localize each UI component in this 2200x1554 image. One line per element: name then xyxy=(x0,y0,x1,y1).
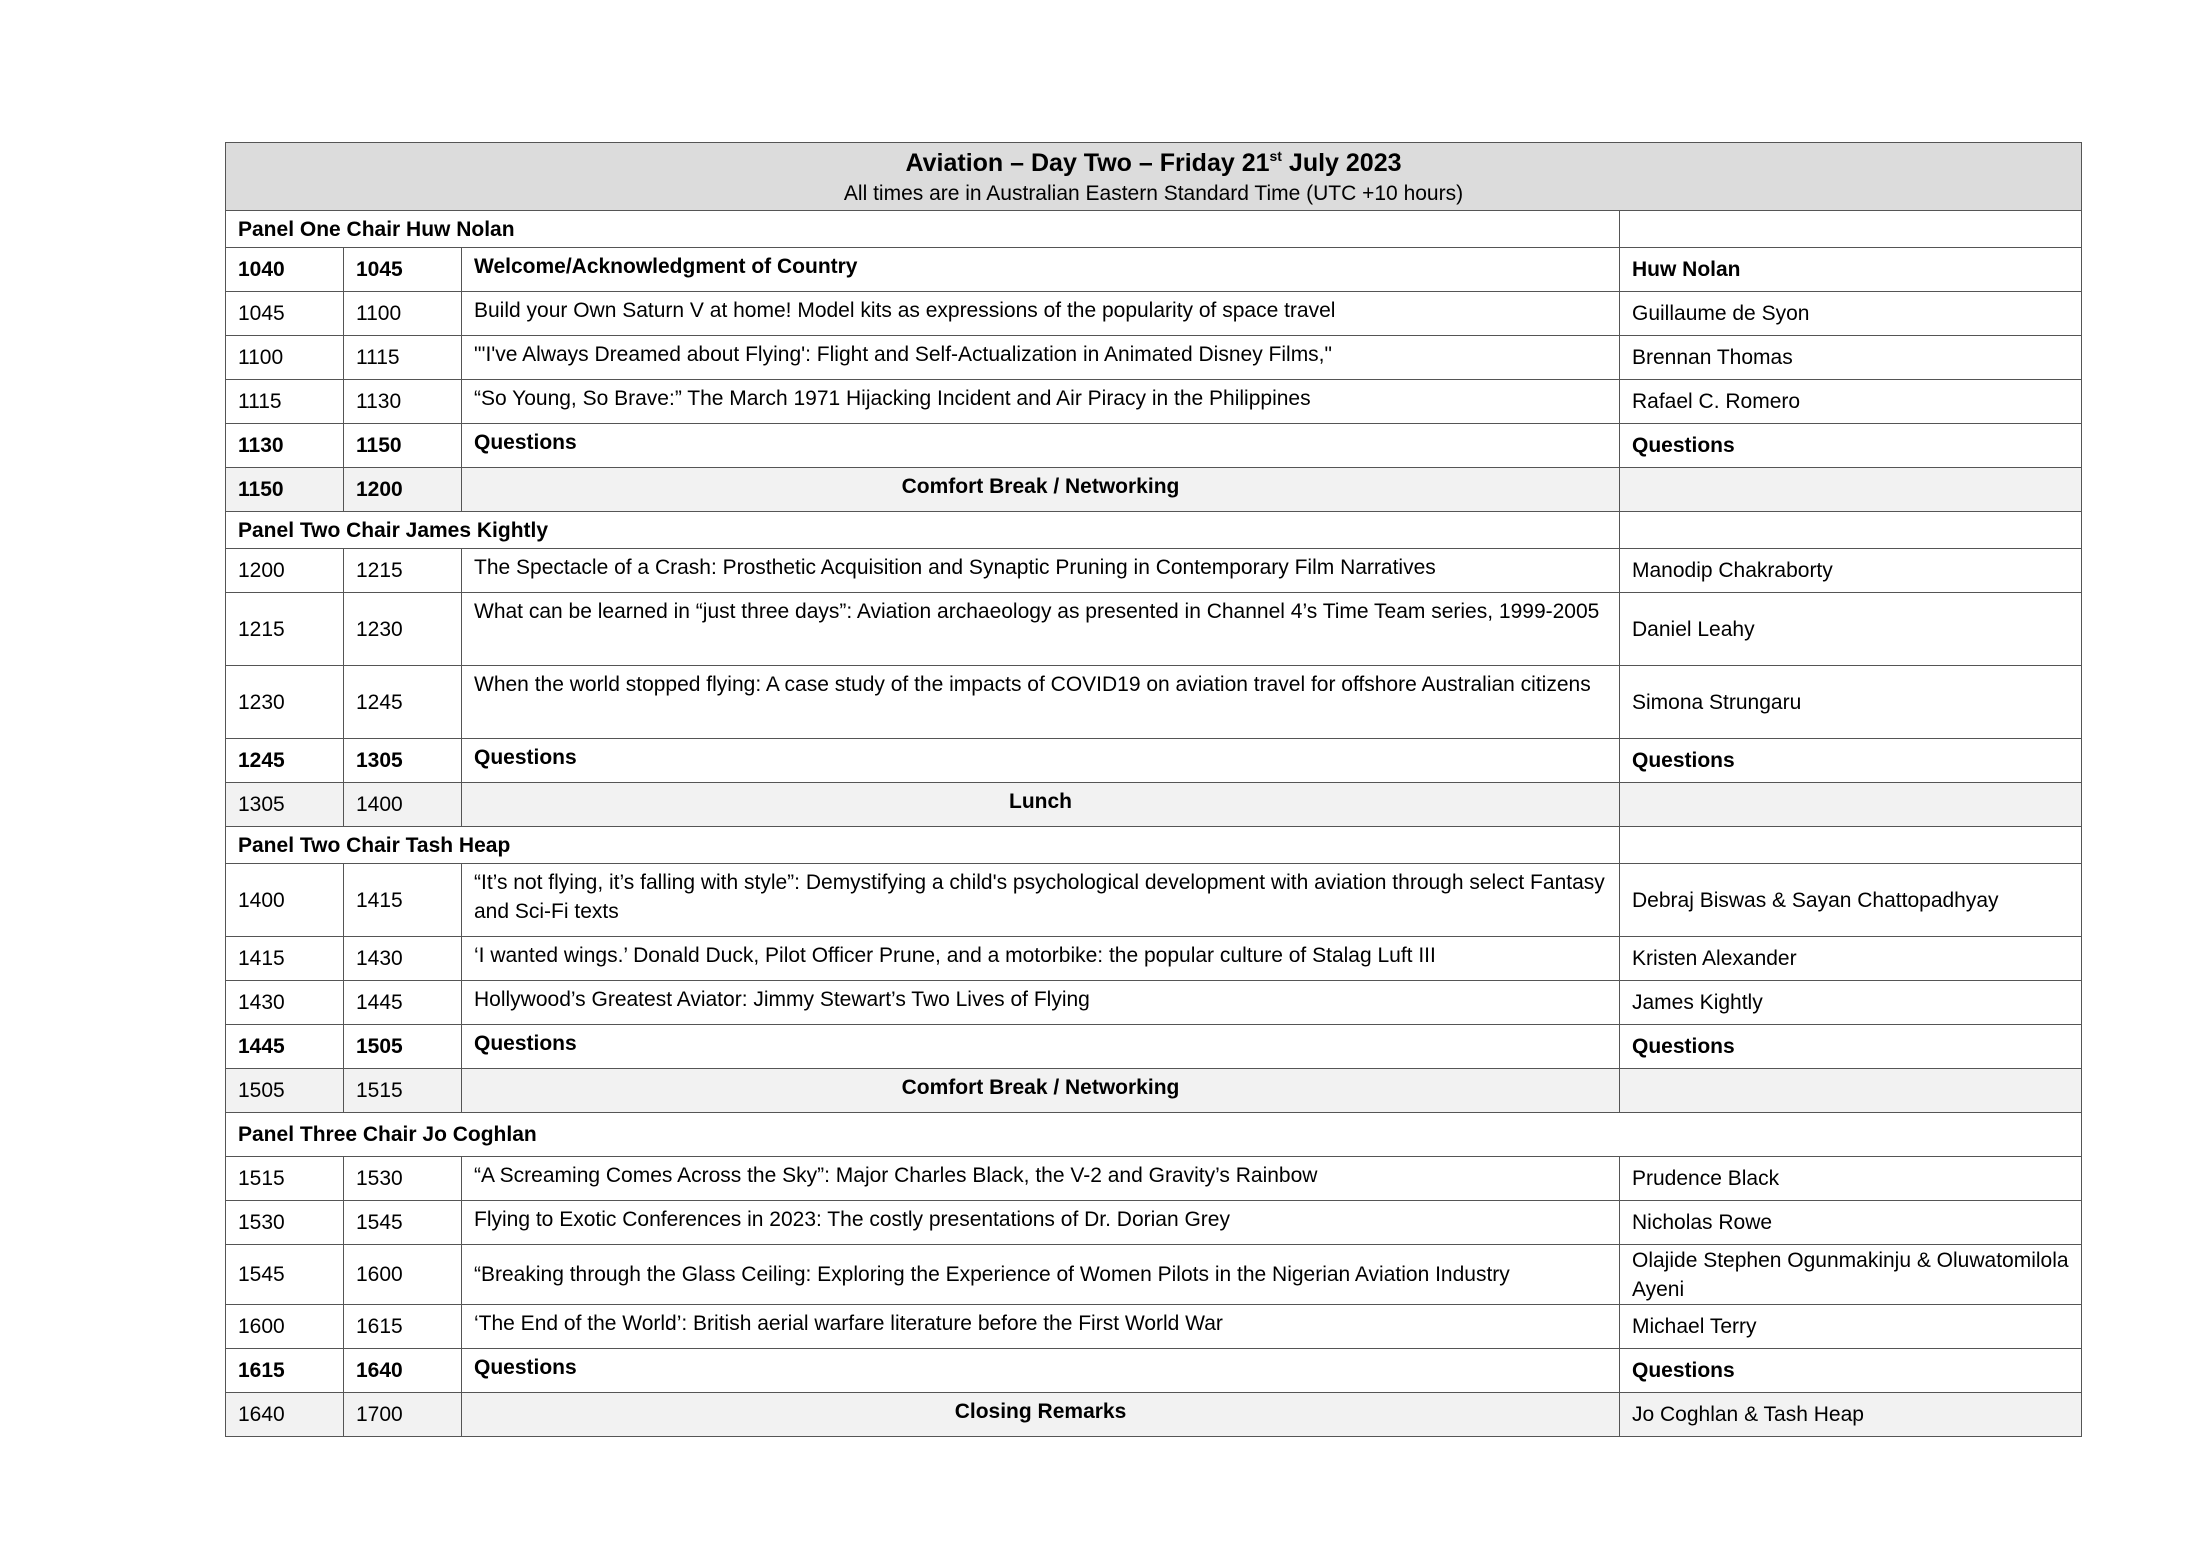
questions-row xyxy=(226,248,2082,292)
start-time: 1415 xyxy=(226,937,344,981)
end-time: 1200 xyxy=(344,468,462,512)
end-time: 1600 xyxy=(344,1245,462,1305)
end-time: 1230 xyxy=(344,593,462,666)
session-row xyxy=(226,380,2082,424)
session-title: Lunch xyxy=(462,783,1620,827)
session-row xyxy=(226,864,2082,937)
end-time: 1615 xyxy=(344,1305,462,1349)
end-time: 1505 xyxy=(344,1025,462,1069)
end-time: 1640 xyxy=(344,1349,462,1393)
presenter: Jo Coghlan & Tash Heap xyxy=(1620,1393,2082,1437)
end-time: 1445 xyxy=(344,981,462,1025)
presenter: Questions xyxy=(1620,1349,2082,1393)
start-time: 1400 xyxy=(226,864,344,937)
session-title: Questions xyxy=(462,739,1620,783)
end-time: 1130 xyxy=(344,380,462,424)
start-time: 1615 xyxy=(226,1349,344,1393)
panel-header-row xyxy=(226,211,2082,248)
presenter: Prudence Black xyxy=(1620,1157,2082,1201)
start-time: 1305 xyxy=(226,783,344,827)
title-row xyxy=(226,143,2082,211)
session-title: Welcome/Acknowledgment of Country xyxy=(462,248,1620,292)
session-title: "'I've Always Dreamed about Flying': Flight and Self-Actualization in Animated Disney Films," xyxy=(462,336,1620,380)
questions-row xyxy=(226,739,2082,783)
panel-speaker-cell xyxy=(1620,827,2082,864)
end-time: 1530 xyxy=(344,1157,462,1201)
presenter: Debraj Biswas & Sayan Chattopadhyay xyxy=(1620,864,2082,937)
start-time: 1505 xyxy=(226,1069,344,1113)
end-time: 1245 xyxy=(344,666,462,739)
end-time: 1305 xyxy=(344,739,462,783)
session-title: ‘The End of the World’: British aerial warfare literature before the First World War xyxy=(462,1305,1620,1349)
end-time: 1400 xyxy=(344,783,462,827)
start-time: 1545 xyxy=(226,1245,344,1305)
session-title: Build your Own Saturn V at home! Model kits as expressions of the popularity of space travel xyxy=(462,292,1620,336)
start-time: 1200 xyxy=(226,549,344,593)
break-row xyxy=(226,1069,2082,1113)
title-cell xyxy=(226,143,2082,211)
session-title: “So Young, So Brave:” The March 1971 Hijacking Incident and Air Piracy in the Philippines xyxy=(462,380,1620,424)
end-time: 1700 xyxy=(344,1393,462,1437)
session-row xyxy=(226,666,2082,739)
session-row xyxy=(226,1305,2082,1349)
session-title: Hollywood’s Greatest Aviator: Jimmy Stewart’s Two Lives of Flying xyxy=(462,981,1620,1025)
panel-header-row xyxy=(226,827,2082,864)
timezone-note: All times are in Australian Eastern Standard Time (UTC +10 hours) xyxy=(843,182,1464,205)
start-time: 1115 xyxy=(226,380,344,424)
start-time: 1215 xyxy=(226,593,344,666)
questions-row xyxy=(226,424,2082,468)
session-row xyxy=(226,549,2082,593)
end-time: 1415 xyxy=(344,864,462,937)
panel-speaker-cell xyxy=(1620,211,2082,248)
panel-chair-label: Panel Two Chair Tash Heap xyxy=(226,827,1620,864)
session-title: When the world stopped flying: A case study of the impacts of COVID19 on aviation travel for offshore Australian citizens xyxy=(462,666,1620,739)
panel-chair-label: Panel Three Chair Jo Coghlan xyxy=(226,1113,2082,1157)
session-title: The Spectacle of a Crash: Prosthetic Acquisition and Synaptic Pruning in Contemporary Film Narratives xyxy=(462,549,1620,593)
break-row xyxy=(226,468,2082,512)
start-time: 1445 xyxy=(226,1025,344,1069)
panel-speaker-cell xyxy=(1620,512,2082,549)
presenter: Guillaume de Syon xyxy=(1620,292,2082,336)
panel-header-row xyxy=(226,512,2082,549)
presenter: Brennan Thomas xyxy=(1620,336,2082,380)
start-time: 1045 xyxy=(226,292,344,336)
session-row xyxy=(226,336,2082,380)
panel-header-row xyxy=(226,1113,2082,1157)
start-time: 1130 xyxy=(226,424,344,468)
start-time: 1150 xyxy=(226,468,344,512)
session-row xyxy=(226,981,2082,1025)
session-title: “A Screaming Comes Across the Sky”: Major Charles Black, the V-2 and Gravity’s Rainbow xyxy=(462,1157,1620,1201)
session-row xyxy=(226,937,2082,981)
session-row xyxy=(226,292,2082,336)
start-time: 1515 xyxy=(226,1157,344,1201)
presenter: Kristen Alexander xyxy=(1620,937,2082,981)
panel-chair-label: Panel Two Chair James Kightly xyxy=(226,512,1620,549)
start-time: 1530 xyxy=(226,1201,344,1245)
session-row xyxy=(226,1157,2082,1201)
session-title: Questions xyxy=(462,1349,1620,1393)
end-time: 1150 xyxy=(344,424,462,468)
start-time: 1245 xyxy=(226,739,344,783)
questions-row xyxy=(226,1025,2082,1069)
end-time: 1100 xyxy=(344,292,462,336)
end-time: 1430 xyxy=(344,937,462,981)
start-time: 1430 xyxy=(226,981,344,1025)
session-title: Questions xyxy=(462,424,1620,468)
presenter: Questions xyxy=(1620,739,2082,783)
presenter: Nicholas Rowe xyxy=(1620,1201,2082,1245)
closing-row xyxy=(226,1393,2082,1437)
presenter: Michael Terry xyxy=(1620,1305,2082,1349)
presenter: Rafael C. Romero xyxy=(1620,380,2082,424)
session-row xyxy=(226,1201,2082,1245)
session-row xyxy=(226,1245,2082,1305)
presenter: Simona Strungaru xyxy=(1620,666,2082,739)
end-time: 1545 xyxy=(344,1201,462,1245)
start-time: 1230 xyxy=(226,666,344,739)
end-time: 1045 xyxy=(344,248,462,292)
session-title: Comfort Break / Networking xyxy=(462,1069,1620,1113)
presenter xyxy=(1620,468,2082,512)
questions-row xyxy=(226,1349,2082,1393)
session-title: Flying to Exotic Conferences in 2023: The costly presentations of Dr. Dorian Grey xyxy=(462,1201,1620,1245)
presenter xyxy=(1620,1069,2082,1113)
presenter: James Kightly xyxy=(1620,981,2082,1025)
end-time: 1115 xyxy=(344,336,462,380)
presenter: Olajide Stephen Ogunmakinju & Oluwatomilola Ayeni xyxy=(1620,1245,2082,1305)
start-time: 1100 xyxy=(226,336,344,380)
session-title: What can be learned in “just three days”: Aviation archaeology as presented in Channel 4’s Time Team series, 1999-2005 xyxy=(462,593,1620,666)
presenter: Questions xyxy=(1620,1025,2082,1069)
session-title: “Breaking through the Glass Ceiling: Exploring the Experience of Women Pilots in the Nigerian Aviation Industry xyxy=(462,1245,1620,1305)
end-time: 1515 xyxy=(344,1069,462,1113)
session-title: ‘I wanted wings.’ Donald Duck, Pilot Officer Prune, and a motorbike: the popular culture of Stalag Luft III xyxy=(462,937,1620,981)
break-row xyxy=(226,783,2082,827)
start-time: 1040 xyxy=(226,248,344,292)
session-title: Closing Remarks xyxy=(462,1393,1620,1437)
page-title: Aviation – Day Two – Friday 21st July 2023 xyxy=(905,148,1402,177)
presenter: Daniel Leahy xyxy=(1620,593,2082,666)
session-row xyxy=(226,593,2082,666)
session-title: Comfort Break / Networking xyxy=(462,468,1620,512)
presenter: Questions xyxy=(1620,424,2082,468)
presenter xyxy=(1620,783,2082,827)
panel-chair-label: Panel One Chair Huw Nolan xyxy=(226,211,1620,248)
presenter: Manodip Chakraborty xyxy=(1620,549,2082,593)
end-time: 1215 xyxy=(344,549,462,593)
session-title: “It’s not flying, it’s falling with style”: Demystifying a child's psychological development with aviation through select Fantasy and Sci-Fi texts xyxy=(462,864,1620,937)
presenter: Huw Nolan xyxy=(1620,248,2082,292)
schedule-table xyxy=(225,142,2082,1437)
start-time: 1600 xyxy=(226,1305,344,1349)
start-time: 1640 xyxy=(226,1393,344,1437)
session-title: Questions xyxy=(462,1025,1620,1069)
